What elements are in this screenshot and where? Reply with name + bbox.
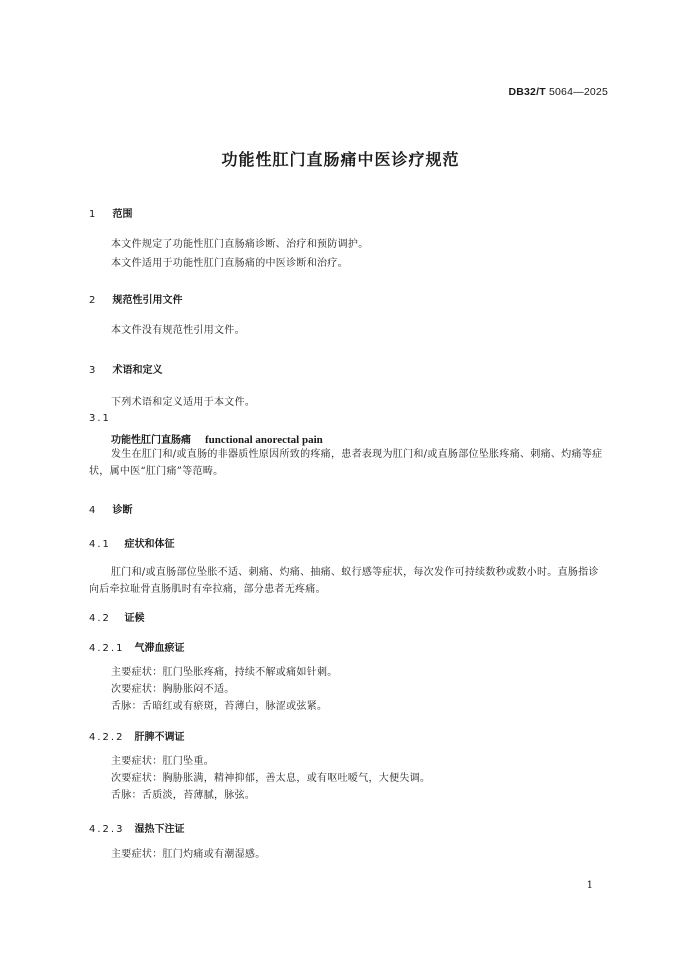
section-4-2-heading: [89, 609, 144, 624]
section-title: 湿热下注证: [134, 824, 185, 835]
section-title: 症状和体征: [124, 539, 175, 550]
s3-paragraph-1: 下列术语和定义适用于本文件。: [111, 397, 256, 408]
s421-secondary-symptoms: 次要症状：胸胁胀闷不适。: [111, 684, 235, 695]
section-4-1-heading: [89, 535, 174, 550]
section-2-heading: [89, 291, 182, 306]
s421-tongue-pulse: 舌脉：舌暗红或有瘀斑，苔薄白，脉涩或弦紧。: [111, 701, 328, 712]
subsection-3-1-number: [89, 413, 111, 424]
code-prefix: DB32/T: [508, 86, 546, 98]
s1-paragraph-2: 本文件适用于功能性肛门直肠痛的中医诊断和治疗。: [111, 258, 348, 269]
section-4-2-3-heading: [89, 820, 184, 835]
s422-main-symptoms: 主要症状：肛门坠重。: [111, 756, 214, 767]
section-title: 肝脾不调证: [134, 732, 185, 743]
section-number: 1: [89, 209, 98, 220]
section-number: 2: [89, 295, 98, 306]
section-title: 规范性引用文件: [112, 295, 183, 306]
section-4-2-1-heading: [89, 639, 184, 654]
s1-paragraph-1: 本文件规定了功能性肛门直肠痛诊断、治疗和预防调护。: [111, 239, 369, 250]
section-3-heading: [89, 361, 162, 376]
section-number: 3.1: [89, 413, 111, 424]
section-4-heading: [89, 501, 132, 516]
section-number: 4: [89, 505, 98, 516]
section-number: 4.1: [89, 539, 111, 550]
s422-secondary-symptoms: 次要症状：胸胁胀满，精神抑郁，善太息，或有呕吐嗳气，大便失调。: [111, 773, 431, 784]
code-number: 5064—2025: [548, 86, 608, 98]
section-title: 气滞血瘀证: [134, 643, 185, 654]
s41-paragraph-1: 肛门和/或直肠部位坠胀不适、刺痛、灼痛、抽痛、蚁行感等症状，每次发作可持续数秒或数小时。直肠指诊向后牵拉耻骨直肠肌时有牵拉痛，部分患者无疼痛。: [89, 567, 599, 595]
s423-main-symptoms: 主要症状：肛门灼痛或有潮湿感。: [111, 849, 266, 860]
standard-code: [508, 86, 608, 98]
section-title: 范围: [112, 209, 133, 220]
section-4-2-2-heading: [89, 728, 184, 743]
section-number: 4.2: [89, 613, 111, 624]
term-entry: [111, 431, 323, 446]
s422-tongue-pulse: 舌脉：舌质淡，苔薄腻，脉弦。: [111, 790, 256, 801]
page-number: 1: [586, 880, 593, 891]
section-title: 证候: [124, 613, 145, 624]
s2-paragraph-1: 本文件没有规范性引用文件。: [111, 325, 245, 336]
term-chinese: 功能性肛门直肠痛: [111, 435, 191, 446]
term-english: functional anorectal pain: [205, 434, 323, 446]
section-number: 4.2.1: [89, 643, 125, 654]
section-number: 4.2.3: [89, 824, 125, 835]
section-title: 诊断: [112, 505, 133, 516]
document-title: 功能性肛门直肠痛中医诊疗规范: [221, 150, 460, 169]
section-number: 3: [89, 365, 98, 376]
term-definition: 发生在肛门和/或直肠的非器质性原因所致的疼痛，患者表现为肛门和/或直肠部位坠胀疼痛、刺痛、灼痛等症状，属中医“肛门痛”等范畴。: [89, 449, 603, 477]
s421-main-symptoms: 主要症状：肛门坠胀疼痛，持续不解或痛如针刺。: [111, 667, 338, 678]
section-1-heading: [89, 205, 132, 220]
section-number: 4.2.2: [89, 732, 125, 743]
section-title: 术语和定义: [112, 365, 163, 376]
